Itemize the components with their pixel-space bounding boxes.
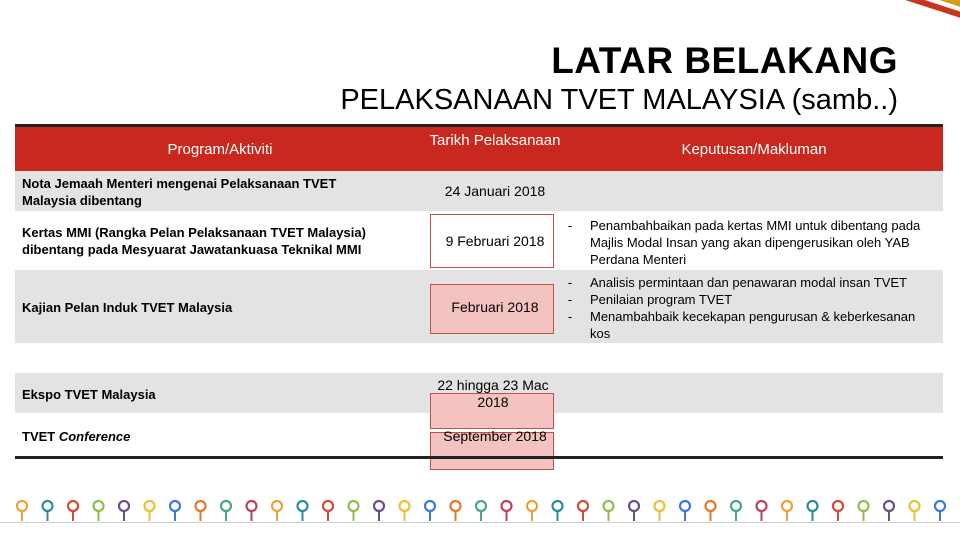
- table-bottom-rule: [15, 456, 943, 459]
- notes-item: Menambahbaik kecekapan pengurusan & keberkesanan kos: [590, 309, 916, 341]
- map-pin-icon: [731, 501, 741, 521]
- program-cell: Kertas MMI (Rangka Pelan Pelaksanaan TVET Malaysia) dibentang pada Mesyuarat Jawatankuasa Teknikal MMI: [22, 225, 366, 257]
- map-pin-icon: [476, 501, 486, 521]
- notes-item: Penilaian program TVET: [590, 292, 733, 307]
- map-pin-icon: [272, 501, 282, 521]
- program-cell: Ekspo TVET Malaysia: [22, 387, 156, 402]
- map-pin-icon: [910, 501, 920, 521]
- slide-subtitle: PELAKSANAAN TVET MALAYSIA (samb..): [340, 84, 898, 116]
- program-text-italic: Conference: [58, 429, 131, 444]
- program-cell: Kajian Pelan Induk TVET Malaysia: [22, 300, 233, 315]
- map-pin-icon: [884, 501, 894, 521]
- map-pin-icon: [323, 501, 333, 521]
- map-pin-icon: [68, 501, 78, 521]
- map-pin-icon: [17, 501, 27, 521]
- notes-item: Penambahbaikan pada kertas MMI untuk dibentang pada Majlis Modal Insan yang akan dipengerusikan oleh YAB Perdana Menteri: [590, 218, 921, 267]
- bullet-dash: -: [567, 275, 573, 290]
- notes-item: Analisis permintaan dan penawaran modal insan TVET: [590, 275, 907, 290]
- map-pin-icon: [706, 501, 716, 521]
- bullet-dash: -: [567, 292, 573, 307]
- program-text: TVET: [22, 429, 59, 444]
- date-cell: 9 Februari 2018: [445, 233, 545, 249]
- map-pin-icon: [221, 501, 231, 521]
- map-pin-icon: [833, 501, 843, 521]
- map-pin-icon: [757, 501, 767, 521]
- map-pin-icon: [782, 501, 792, 521]
- decor-baseline: [0, 522, 960, 523]
- map-pin-icon: [196, 501, 206, 521]
- map-pin-icon: [145, 501, 155, 521]
- map-pin-icon: [502, 501, 512, 521]
- map-pin-icon: [859, 501, 869, 521]
- map-pin-icon: [94, 501, 104, 521]
- slide-title: LATAR BELAKANG: [551, 40, 898, 81]
- map-pin-icon: [680, 501, 690, 521]
- date-cell: September 2018: [443, 428, 547, 444]
- program-cell: Nota Jemaah Menteri mengenai Pelaksanaan TVET Malaysia dibentang: [22, 176, 337, 208]
- map-pin-icon: [604, 501, 614, 521]
- map-pin-icon: [247, 501, 257, 521]
- map-pin-icon: [935, 501, 945, 521]
- column-header-date: Tarikh Pelaksanaan: [429, 132, 561, 149]
- map-pin-icon: [629, 501, 639, 521]
- map-pin-icon: [655, 501, 665, 521]
- map-pin-icon: [170, 501, 180, 521]
- map-pin-icon: [578, 501, 588, 521]
- map-pin-icon: [349, 501, 359, 521]
- date-cell: 22 hingga 23 Mac 2018: [437, 377, 549, 410]
- map-pin-icon: [527, 501, 537, 521]
- map-pin-icon: [553, 501, 563, 521]
- map-pin-icon: [43, 501, 53, 521]
- column-header-notes: Keputusan/Makluman: [681, 141, 827, 158]
- date-cell: 24 Januari 2018: [444, 183, 546, 199]
- bullet-dash: -: [567, 218, 573, 233]
- map-pin-icon: [425, 501, 435, 521]
- program-cell: [22, 428, 412, 445]
- map-pin-icon: [451, 501, 461, 521]
- map-pin-icon: [374, 501, 384, 521]
- map-pin-icon: [298, 501, 308, 521]
- map-pin-icon: [119, 501, 129, 521]
- table-header: [15, 127, 943, 171]
- map-pin-icon: [400, 501, 410, 521]
- date-cell: Februari 2018: [451, 299, 539, 315]
- map-pin-icon: [808, 501, 818, 521]
- column-header-program: Program/Aktiviti: [167, 141, 273, 158]
- bullet-dash: -: [567, 309, 573, 324]
